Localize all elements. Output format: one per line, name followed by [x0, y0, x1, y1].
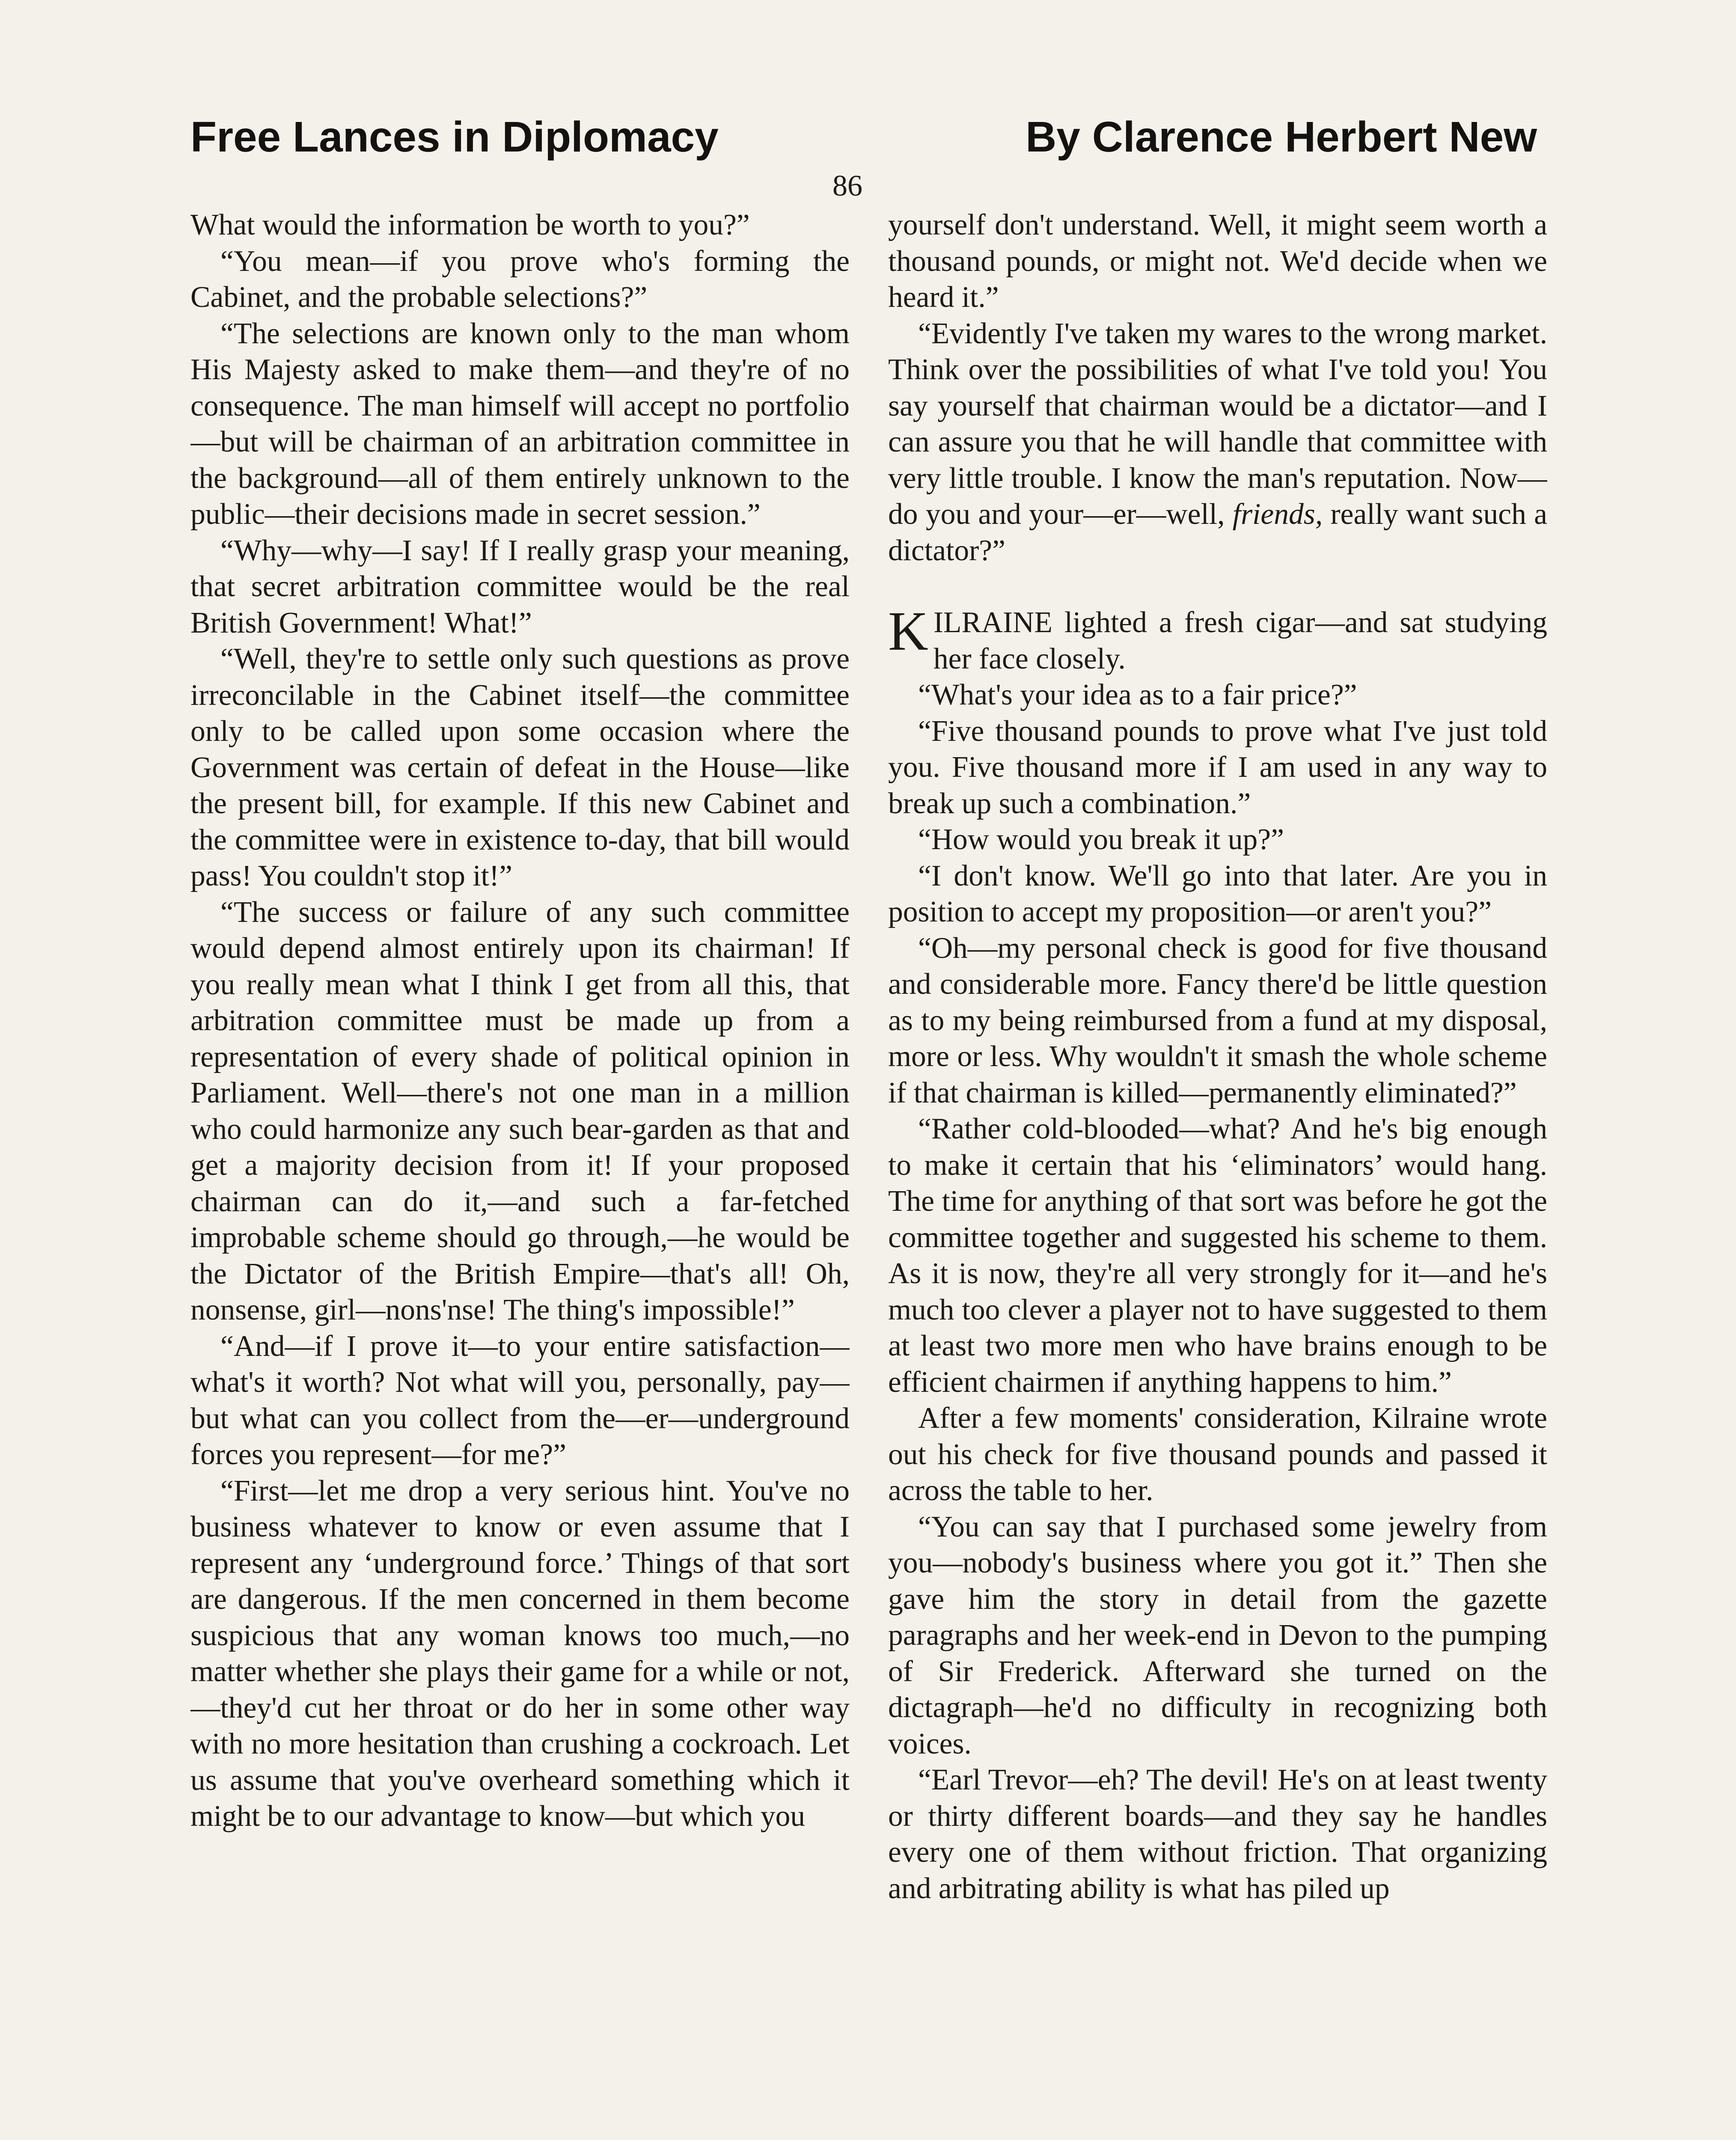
paragraph [888, 316, 1547, 569]
paragraph: “I don't know. We'll go into that later. Are you in position to accept my proposition—or aren't you?” [888, 859, 1547, 928]
paragraph: “What's your idea as to a fair price?” [918, 678, 1357, 711]
right-text-column [888, 207, 1547, 2140]
italic-word: friends, [1232, 498, 1323, 531]
paragraph: “The success or failure of any such committee would depend almost entirely upon its chairman! If you really mean what I think I get from all this, that arbitration committee must be made up from a representation of every shade of political opinion in Parliament. Well—there's not one man in a million who could harmonize any such bear-garden as that and get a majority decision from it! If your proposed chairman can do it,—and such a far-fetched improbable scheme should go through,—he would be the Dictator of the British Empire—that's all! Oh, nonsense, girl—nons'nse! The thing's impossible!” [190, 895, 850, 1326]
paragraph: “Well, they're to settle only such questions as prove irreconcilable in the Cabinet itself—the committee only to be called upon some occasion where the Government was certain of defeat in the House—like the present bill, for example. If this new Cabinet and the committee were in existence to-day, that bill would pass! You couldn't stop it!” [190, 642, 850, 892]
paragraph: After a few moments' consideration, Kilraine wrote out his check for five thousand pounds and passed it across the table to her. [888, 1402, 1547, 1507]
section-opening-paragraph [888, 600, 1547, 677]
paragraph: What would the information be worth to you?” [190, 208, 750, 241]
story-title: Free Lances in Diplomacy [190, 113, 719, 161]
paragraph: yourself don't understand. Well, it might seem worth a thousand pounds, or might not. We'd decide when we heard it.” [888, 208, 1547, 314]
paragraph: “Five thousand pounds to prove what I've just told you. Five thousand more if I am used in any way to break up such a combination.” [888, 714, 1547, 820]
paragraph: “Oh—my personal check is good for five thousand and considerable more. Fancy there'd be little question as to my being reimbursed from a fund at my disposal, more or less. Why wouldn't it smash the whole scheme if that chairman is killed—permanently eliminated?” [888, 931, 1547, 1109]
paragraph: “You mean—if you prove who's forming the Cabinet, and the probable selections?” [190, 244, 850, 314]
page-number: 86 [832, 169, 862, 202]
paragraph: “The selections are known only to the man whom His Majesty asked to make them—and they're of no consequence. The man himself will accept no portfolio—but will be chairman of an arbitration committee in the background—all of them entirely unknown to the public—their decisions made in secret session.” [190, 317, 850, 531]
left-text-column [190, 207, 850, 2140]
paragraph: “First—let me drop a very serious hint. You've no business whatever to know or even assume that I represent any ‘underground force.’ Things of that sort are dangerous. If the men concerned in them become suspicious that any woman knows too much,—no matter whether she plays their game for a while or not,—they'd cut her throat or do her in some other way with no more hesitation than crushing a cockroach. Let us assume that you've overheard something which it might be to our advantage to know—but which you [190, 1474, 850, 1833]
paragraph: “Earl Trevor—eh? The devil! He's on at least twenty or thirty different boards—and they say he handles every one of them without friction. That organizing and arbitrating ability is what has piled up [888, 1763, 1547, 1905]
drop-cap-letter: K [888, 600, 928, 662]
paragraph: “You can say that I purchased some jewelry from you—nobody's business where you got it.” Then she gave him the story in detail from the gazette paragraphs and her week-end in Devon to the pumping of Sir Frederick. Afterward she turned on the dictagraph—he'd no difficulty in recognizing both voices. [888, 1510, 1547, 1760]
paragraph: “Rather cold-blooded—what? And he's big enough to make it certain that his ‘eliminators’ would hang. The time for anything of that sort was before he got the committee together and suggested his scheme to them. As it is now, they're all very strongly for it—and he's much too clever a player not to have suggested to them at least two more men who have brains enough to be efficient chairmen if anything happens to him.” [888, 1112, 1547, 1399]
paragraph-text: ILRAINE lighted a fresh cigar—and sat studying her face closely. [933, 606, 1547, 675]
paragraph: “Why—why—I say! If I really grasp your meaning, that secret arbitration committee would be the real British Government! What!” [190, 534, 850, 639]
paragraph: “And—if I prove it—to your entire satisfaction—what's it worth? Not what will you, personally, pay—but what can you collect from the—er—underground forces you represent—for me?” [190, 1329, 850, 1471]
paragraph: “How would you break it up?” [918, 823, 1284, 856]
paragraph-text: really want such a dictator?” [888, 498, 1547, 567]
paragraph-text: “Evidently I've taken my wares to the wrong market. Think over the possibilities of what I've told you! You say yourself that chairman would be a dictator—and I can assure you that he will handle that committee with very little trouble. I know the man's reputation. Now—do you and your—er—well, [888, 317, 1547, 531]
story-author: By Clarence Herbert New [1026, 113, 1537, 161]
